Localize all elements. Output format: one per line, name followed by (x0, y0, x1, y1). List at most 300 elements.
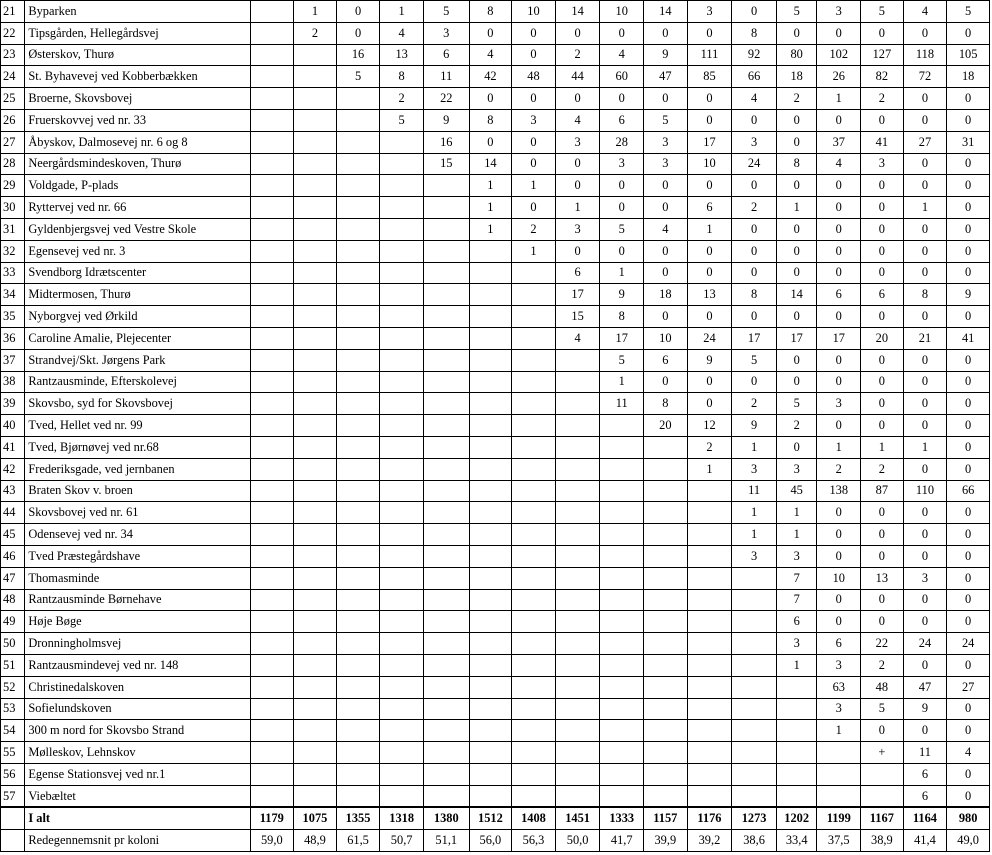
count-cell (380, 785, 424, 807)
count-cell: 5 (336, 66, 380, 88)
count-cell (294, 763, 337, 785)
count-cell: 66 (732, 66, 777, 88)
count-cell: 10 (644, 327, 688, 349)
count-cell: 4 (469, 44, 512, 66)
row-number: 47 (1, 567, 25, 589)
total-cell: 1408 (512, 807, 556, 830)
average-label: Redegennemsnit pr koloni (25, 830, 250, 852)
count-cell: 92 (732, 44, 777, 66)
count-cell: 2 (861, 654, 904, 676)
count-cell (512, 567, 556, 589)
count-cell (250, 720, 294, 742)
count-cell (687, 720, 732, 742)
count-cell (600, 720, 644, 742)
count-cell (512, 327, 556, 349)
average-cell: 39,9 (644, 830, 688, 852)
count-cell: 0 (903, 240, 947, 262)
location-name: Østerskov, Thurø (25, 44, 250, 66)
total-cell: 1199 (817, 807, 861, 830)
count-cell: 14 (469, 153, 512, 175)
count-cell (469, 349, 512, 371)
count-cell (512, 698, 556, 720)
count-cell: 2 (732, 197, 777, 219)
count-cell: 17 (600, 327, 644, 349)
location-name: Tved Præstegårdshave (25, 545, 250, 567)
average-cell: 48,9 (294, 830, 337, 852)
count-cell (469, 480, 512, 502)
count-cell: 2 (732, 393, 777, 415)
row-number: 41 (1, 436, 25, 458)
row-number: 36 (1, 327, 25, 349)
count-cell (512, 524, 556, 546)
count-cell: 0 (817, 349, 861, 371)
count-cell: 87 (861, 480, 904, 502)
count-cell (380, 371, 424, 393)
count-cell (555, 436, 600, 458)
count-cell (600, 763, 644, 785)
count-cell: 0 (817, 218, 861, 240)
count-cell (336, 567, 380, 589)
count-cell (555, 349, 600, 371)
count-cell: 1 (469, 197, 512, 219)
count-cell: 66 (947, 480, 990, 502)
count-cell: 0 (687, 109, 732, 131)
row-number: 38 (1, 371, 25, 393)
count-cell (380, 327, 424, 349)
table-row (1, 742, 990, 764)
count-cell (644, 742, 688, 764)
count-cell: 27 (903, 131, 947, 153)
count-cell: 0 (903, 720, 947, 742)
count-cell: 105 (947, 44, 990, 66)
count-cell: 0 (687, 240, 732, 262)
count-cell (250, 545, 294, 567)
count-cell: 3 (861, 153, 904, 175)
location-name: Egense Stationsvej ved nr.1 (25, 763, 250, 785)
count-cell: 0 (687, 393, 732, 415)
count-cell: 2 (294, 22, 337, 44)
count-cell: 0 (687, 175, 732, 197)
table-row (1, 44, 990, 66)
count-cell: 0 (861, 175, 904, 197)
count-cell (250, 197, 294, 219)
count-cell (294, 589, 337, 611)
total-cell: 1179 (250, 807, 294, 830)
count-cell (512, 480, 556, 502)
count-cell: 13 (380, 44, 424, 66)
count-cell (469, 676, 512, 698)
count-cell (644, 589, 688, 611)
count-cell (294, 218, 337, 240)
count-cell: 1 (903, 197, 947, 219)
count-cell: 0 (861, 240, 904, 262)
count-cell: 8 (903, 284, 947, 306)
count-cell (555, 524, 600, 546)
row-number: 39 (1, 393, 25, 415)
count-cell: 3 (732, 458, 777, 480)
count-cell (250, 393, 294, 415)
average-cell: 56,3 (512, 830, 556, 852)
count-cell: 2 (512, 218, 556, 240)
count-cell: 0 (817, 415, 861, 437)
count-cell (555, 654, 600, 676)
count-cell: 1 (732, 524, 777, 546)
count-cell: 0 (817, 611, 861, 633)
count-cell (644, 436, 688, 458)
count-cell: 4 (644, 218, 688, 240)
count-cell (380, 262, 424, 284)
count-cell: 11 (903, 742, 947, 764)
location-name: Sofielundskoven (25, 698, 250, 720)
count-cell (644, 633, 688, 655)
count-cell (250, 567, 294, 589)
count-cell (600, 502, 644, 524)
count-cell: 0 (776, 131, 817, 153)
count-cell: 0 (555, 88, 600, 110)
count-cell (336, 785, 380, 807)
count-cell: 0 (903, 306, 947, 328)
average-cell: 39,2 (687, 830, 732, 852)
table-row (1, 240, 990, 262)
count-cell: 14 (644, 1, 688, 23)
count-cell (512, 502, 556, 524)
count-cell: 5 (947, 1, 990, 23)
count-cell (380, 502, 424, 524)
count-cell: 0 (903, 175, 947, 197)
count-cell: 0 (817, 197, 861, 219)
count-cell: 0 (861, 524, 904, 546)
count-cell: 9 (600, 284, 644, 306)
count-cell: 17 (732, 327, 777, 349)
count-cell: 2 (380, 88, 424, 110)
count-cell: 0 (512, 44, 556, 66)
count-cell: 1 (380, 1, 424, 23)
average-cell: 56,0 (469, 830, 512, 852)
count-cell: 2 (861, 458, 904, 480)
count-cell: 102 (817, 44, 861, 66)
count-cell (250, 22, 294, 44)
location-name: Egensevej ved nr. 3 (25, 240, 250, 262)
count-cell (732, 589, 777, 611)
count-cell (380, 153, 424, 175)
table-row (1, 567, 990, 589)
count-cell: 5 (732, 349, 777, 371)
count-cell (336, 502, 380, 524)
table-row (1, 1, 990, 23)
count-cell (732, 611, 777, 633)
count-cell (555, 371, 600, 393)
count-cell (644, 720, 688, 742)
count-cell: 17 (817, 327, 861, 349)
count-cell (776, 698, 817, 720)
count-cell: 0 (732, 306, 777, 328)
row-number: 30 (1, 197, 25, 219)
count-cell: 1 (687, 218, 732, 240)
count-cell: 0 (732, 175, 777, 197)
count-cell: 3 (644, 153, 688, 175)
count-cell (600, 698, 644, 720)
count-cell: 1 (817, 436, 861, 458)
table-row (1, 306, 990, 328)
count-cell: 47 (644, 66, 688, 88)
count-cell: 0 (776, 240, 817, 262)
count-cell (555, 785, 600, 807)
count-cell (423, 633, 469, 655)
count-cell (687, 611, 732, 633)
count-cell (555, 633, 600, 655)
count-cell: 72 (903, 66, 947, 88)
location-name: Braten Skov v. broen (25, 480, 250, 502)
count-cell (512, 393, 556, 415)
count-cell (861, 785, 904, 807)
count-cell: 9 (423, 109, 469, 131)
count-cell (469, 785, 512, 807)
count-cell (512, 633, 556, 655)
count-cell: 3 (817, 1, 861, 23)
count-cell (380, 284, 424, 306)
count-cell: 3 (555, 131, 600, 153)
count-cell: 0 (776, 109, 817, 131)
count-cell: 7 (776, 589, 817, 611)
row-number: 24 (1, 66, 25, 88)
count-cell (644, 676, 688, 698)
count-cell (555, 676, 600, 698)
count-cell (294, 698, 337, 720)
count-cell (336, 327, 380, 349)
count-cell: 0 (903, 611, 947, 633)
count-cell (294, 284, 337, 306)
table-row (1, 327, 990, 349)
count-cell: 118 (903, 44, 947, 66)
row-number: 42 (1, 458, 25, 480)
count-cell: 3 (555, 218, 600, 240)
count-cell: 0 (776, 175, 817, 197)
count-cell (512, 785, 556, 807)
count-cell (423, 567, 469, 589)
count-cell (469, 284, 512, 306)
row-number (1, 807, 25, 830)
location-name: Svendborg Idrætscenter (25, 262, 250, 284)
count-cell: 0 (861, 371, 904, 393)
count-cell (380, 415, 424, 437)
count-cell: 138 (817, 480, 861, 502)
count-cell (336, 349, 380, 371)
count-cell: 24 (903, 633, 947, 655)
count-cell: 5 (776, 1, 817, 23)
count-cell (687, 742, 732, 764)
count-cell: 0 (776, 22, 817, 44)
count-cell (336, 763, 380, 785)
count-cell: 41 (947, 327, 990, 349)
count-cell (423, 349, 469, 371)
count-cell: 4 (732, 88, 777, 110)
table-row (1, 502, 990, 524)
count-cell: 0 (861, 545, 904, 567)
count-cell (687, 785, 732, 807)
location-name: Åbyskov, Dalmosevej nr. 6 og 8 (25, 131, 250, 153)
row-number: 27 (1, 131, 25, 153)
count-cell: 1 (600, 371, 644, 393)
count-cell: 0 (732, 1, 777, 23)
count-cell: 6 (903, 763, 947, 785)
total-cell: 1164 (903, 807, 947, 830)
count-cell: 0 (512, 131, 556, 153)
count-cell (294, 458, 337, 480)
count-cell: 0 (644, 306, 688, 328)
count-cell: 0 (555, 175, 600, 197)
count-cell (380, 763, 424, 785)
table-row (1, 262, 990, 284)
location-name: Neergårdsmindeskoven, Thurø (25, 153, 250, 175)
count-cell (423, 742, 469, 764)
count-cell (555, 742, 600, 764)
count-cell: 0 (555, 240, 600, 262)
count-cell (336, 109, 380, 131)
table-row (1, 109, 990, 131)
location-name: Nyborgvej ved Ørkild (25, 306, 250, 328)
count-cell (512, 284, 556, 306)
count-cell: 0 (861, 22, 904, 44)
count-cell: 60 (600, 66, 644, 88)
count-cell (423, 393, 469, 415)
count-cell (687, 545, 732, 567)
location-name: 300 m nord for Skovsbo Strand (25, 720, 250, 742)
count-cell: 8 (469, 1, 512, 23)
count-cell (423, 524, 469, 546)
location-name: Skovsbovej ved nr. 61 (25, 502, 250, 524)
count-cell (469, 371, 512, 393)
count-cell: 0 (947, 262, 990, 284)
count-cell: 0 (947, 436, 990, 458)
total-cell: 1202 (776, 807, 817, 830)
count-cell: 1 (469, 175, 512, 197)
count-cell: 2 (776, 88, 817, 110)
table-row (1, 371, 990, 393)
count-cell: 11 (732, 480, 777, 502)
table-row (1, 436, 990, 458)
count-cell (469, 327, 512, 349)
row-number: 46 (1, 545, 25, 567)
count-cell (294, 785, 337, 807)
count-cell: 4 (380, 22, 424, 44)
count-cell (250, 524, 294, 546)
count-cell: 18 (644, 284, 688, 306)
count-cell (423, 262, 469, 284)
row-number: 49 (1, 611, 25, 633)
row-number: 44 (1, 502, 25, 524)
count-cell: 0 (861, 502, 904, 524)
count-cell: 0 (732, 109, 777, 131)
count-cell (423, 175, 469, 197)
count-cell (294, 633, 337, 655)
row-number: 35 (1, 306, 25, 328)
count-cell (555, 611, 600, 633)
count-cell (732, 698, 777, 720)
count-cell: 2 (861, 88, 904, 110)
count-cell (294, 611, 337, 633)
count-cell (861, 763, 904, 785)
count-cell: 8 (600, 306, 644, 328)
count-cell (250, 698, 294, 720)
count-cell: 1 (555, 197, 600, 219)
count-cell: 0 (947, 611, 990, 633)
count-cell (644, 763, 688, 785)
count-cell (294, 197, 337, 219)
count-cell: 8 (380, 66, 424, 88)
row-number: 50 (1, 633, 25, 655)
count-cell: 24 (732, 153, 777, 175)
total-label: I alt (25, 807, 250, 830)
count-cell (250, 327, 294, 349)
count-cell (294, 415, 337, 437)
count-cell: 3 (776, 633, 817, 655)
row-number: 22 (1, 22, 25, 44)
count-cell: 9 (903, 698, 947, 720)
average-cell: 37,5 (817, 830, 861, 852)
count-cell: 0 (947, 109, 990, 131)
count-cell (687, 480, 732, 502)
count-cell: 0 (903, 458, 947, 480)
count-cell (380, 589, 424, 611)
count-cell: 0 (861, 720, 904, 742)
count-cell (250, 66, 294, 88)
count-cell: 9 (644, 44, 688, 66)
count-cell: 0 (600, 240, 644, 262)
count-cell (600, 785, 644, 807)
count-cell (336, 633, 380, 655)
count-cell: 5 (380, 109, 424, 131)
count-cell (469, 654, 512, 676)
count-cell (469, 742, 512, 764)
count-cell: 0 (817, 109, 861, 131)
count-cell: 0 (947, 371, 990, 393)
count-cell (423, 589, 469, 611)
count-cell: 6 (600, 109, 644, 131)
count-cell (469, 240, 512, 262)
count-cell (555, 589, 600, 611)
count-cell (250, 262, 294, 284)
count-cell (336, 436, 380, 458)
count-cell (644, 545, 688, 567)
count-cell (380, 393, 424, 415)
count-cell: 0 (776, 349, 817, 371)
count-cell (250, 371, 294, 393)
count-cell (294, 66, 337, 88)
count-cell: 1 (776, 502, 817, 524)
count-cell: 9 (947, 284, 990, 306)
location-name: Odensevej ved nr. 34 (25, 524, 250, 546)
count-cell (776, 720, 817, 742)
count-cell: 0 (687, 371, 732, 393)
count-cell (600, 567, 644, 589)
count-cell: 0 (817, 589, 861, 611)
average-cell: 51,1 (423, 830, 469, 852)
location-name: Caroline Amalie, Plejecenter (25, 327, 250, 349)
location-name: Thomasminde (25, 567, 250, 589)
count-cell: + (861, 742, 904, 764)
count-cell: 0 (732, 218, 777, 240)
count-cell (250, 763, 294, 785)
count-cell (469, 698, 512, 720)
count-cell: 0 (776, 436, 817, 458)
count-cell: 24 (687, 327, 732, 349)
count-cell: 4 (555, 109, 600, 131)
count-cell: 0 (644, 262, 688, 284)
count-cell (380, 742, 424, 764)
average-cell: 33,4 (776, 830, 817, 852)
row-number: 56 (1, 763, 25, 785)
count-cell: 2 (817, 458, 861, 480)
